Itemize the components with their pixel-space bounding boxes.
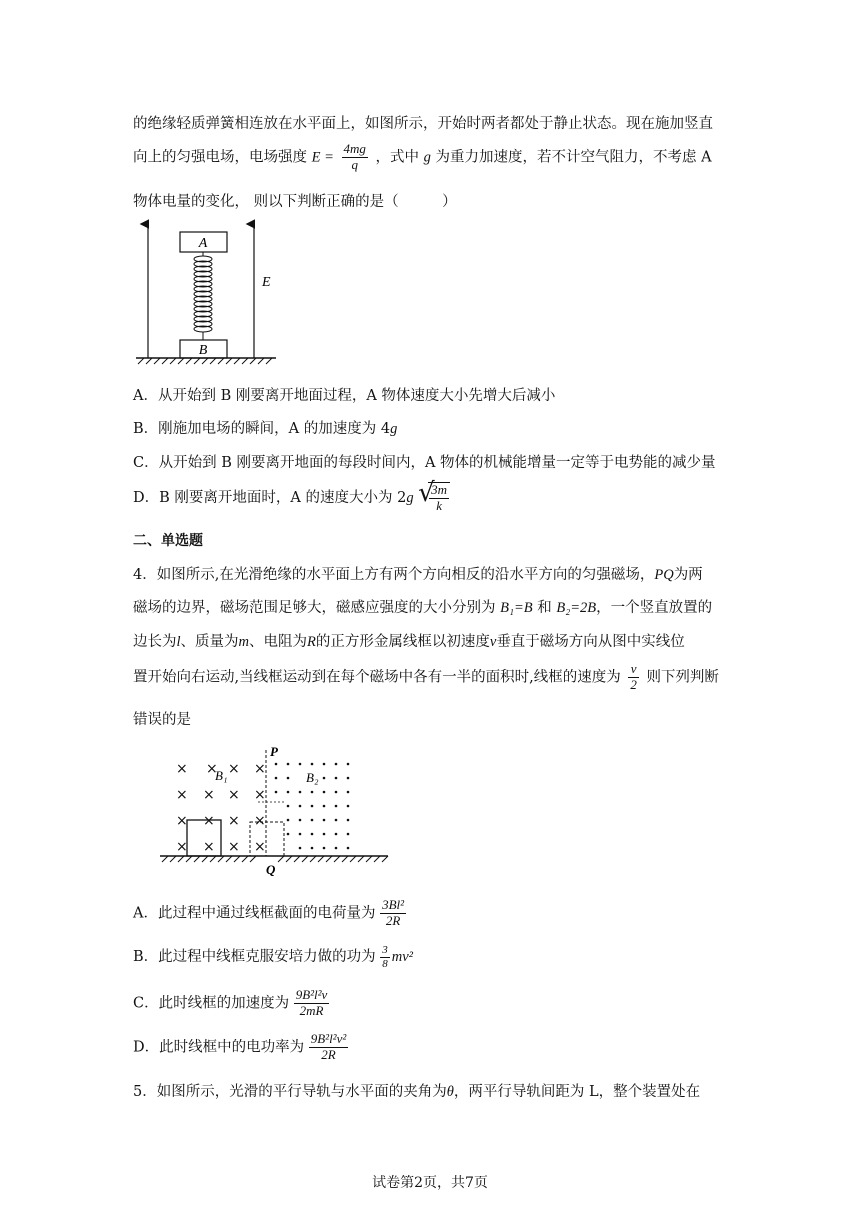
q4-option-d[interactable]: D．此时线框中的电功率为 $\frac{\text{9B²l²v²}}{2R}$	[133, 1031, 347, 1062]
svg-text:×: ×	[254, 813, 266, 829]
label-q: Q	[266, 862, 276, 877]
svg-text:×: ×	[176, 813, 188, 829]
q3-text-line-2: 向上的匀强电场，电场强度 E = $\frac{4mg}{q}$ ，式中 g 为重力加速度，若不计空气阻力，不考虑 A	[133, 141, 712, 172]
field-strength-symbol: E =	[311, 149, 334, 166]
svg-text:×: ×	[203, 839, 215, 855]
svg-text:×: ×	[228, 761, 240, 777]
q3-option-d[interactable]: D．B 刚要离开地面时，A 的速度大小为 2g √ $\frac{3m}{k}$	[133, 482, 450, 514]
q4-option-c[interactable]: C．此时线框的加速度为 $\frac{\text{9B²l²v}}{2mR}$	[133, 987, 328, 1018]
svg-text:×: ×	[206, 761, 218, 777]
q3-text-line-1: 的绝缘轻质弹簧相连放在水平面上，如图所示，开始时两者都处于静止状态。现在施加竖直	[133, 116, 713, 132]
magnetic-field-figure	[158, 744, 390, 880]
label-b2: B₂	[306, 770, 319, 785]
sqrt-expression: √ $\frac{3m}{k}$	[418, 482, 450, 514]
label-p: P	[270, 744, 278, 759]
field-label-e: E	[262, 275, 271, 290]
q4-option-a[interactable]: A．此过程中通过线框截面的电荷量为 $\frac{\text{3Bl²}}{2R}$	[133, 897, 405, 928]
q4-text-line-4: 置开始向右运动,当线框运动到在每个磁场中各有一半的面积时,线框的速度为 $\frac{v}{2}$ 则下列判断	[133, 661, 719, 692]
ground-hatch	[138, 358, 272, 364]
page-footer: 试卷第2页，共7页	[372, 1175, 488, 1191]
svg-text:×: ×	[228, 813, 240, 829]
half-velocity-fraction: $\frac{v}{2}$	[630, 661, 637, 692]
svg-text:×: ×	[254, 761, 266, 777]
spring-field-figure	[130, 218, 290, 370]
svg-text:×: ×	[254, 787, 266, 803]
q3-option-c[interactable]: C．从开始到 B 刚要离开地面的每段时间内，A 物体的机械能增量一定等于电势能的减少量	[133, 455, 716, 471]
svg-text:×: ×	[228, 839, 240, 855]
svg-text:×: ×	[176, 787, 188, 803]
block-b-label: B	[198, 343, 208, 358]
spring	[194, 252, 212, 340]
field-strength-fraction: $\frac{4mg}{q}$	[343, 141, 366, 172]
q3-option-b[interactable]: B．刚施加电场的瞬间，A 的加速度为 4g	[133, 421, 398, 437]
q4-text-line-3: 边长为l、质量为m、电阻为R的正方形金属线框以初速度v垂直于磁场方向从图中实线位	[133, 634, 685, 650]
q4-text-line-1: 4．如图所示,在光滑绝缘的水平面上方有两个方向相反的沿水平方向的匀强磁场，PQ为两	[133, 567, 703, 583]
label-b1: B₁	[215, 768, 228, 783]
q5-text-line-1: 5．如图所示，光滑的平行导轨与水平面的夹角为θ，两平行导轨间距为 L，整个装置处在	[133, 1084, 701, 1100]
svg-text:×: ×	[203, 787, 215, 803]
q3-text-line-3: 物体电量的变化， 则以下判断正确的是（ ）	[133, 194, 457, 210]
svg-text:×: ×	[176, 761, 188, 777]
q3-option-a[interactable]: A．从开始到 B 刚要离开地面过程，A 物体速度大小先增大后减小	[133, 388, 556, 404]
svg-text:×: ×	[254, 839, 266, 855]
svg-text:×: ×	[228, 787, 240, 803]
q4-text-line-5: 错误的是	[133, 712, 191, 728]
svg-text:×: ×	[176, 839, 188, 855]
section-heading-single-choice: 二、单选题	[133, 533, 203, 549]
block-a-label: A	[198, 236, 208, 251]
svg-text:×: ×	[203, 813, 215, 829]
q4-text-line-2: 磁场的边界，磁场范围足够大，磁感应强度的大小分别为 B₁=B 和 B₂=2B，一个竖直放置的	[133, 600, 713, 616]
q4-option-b[interactable]: B．此过程中线框克服安培力做的功为 $\frac{3}{8}$ mv²	[133, 944, 414, 970]
